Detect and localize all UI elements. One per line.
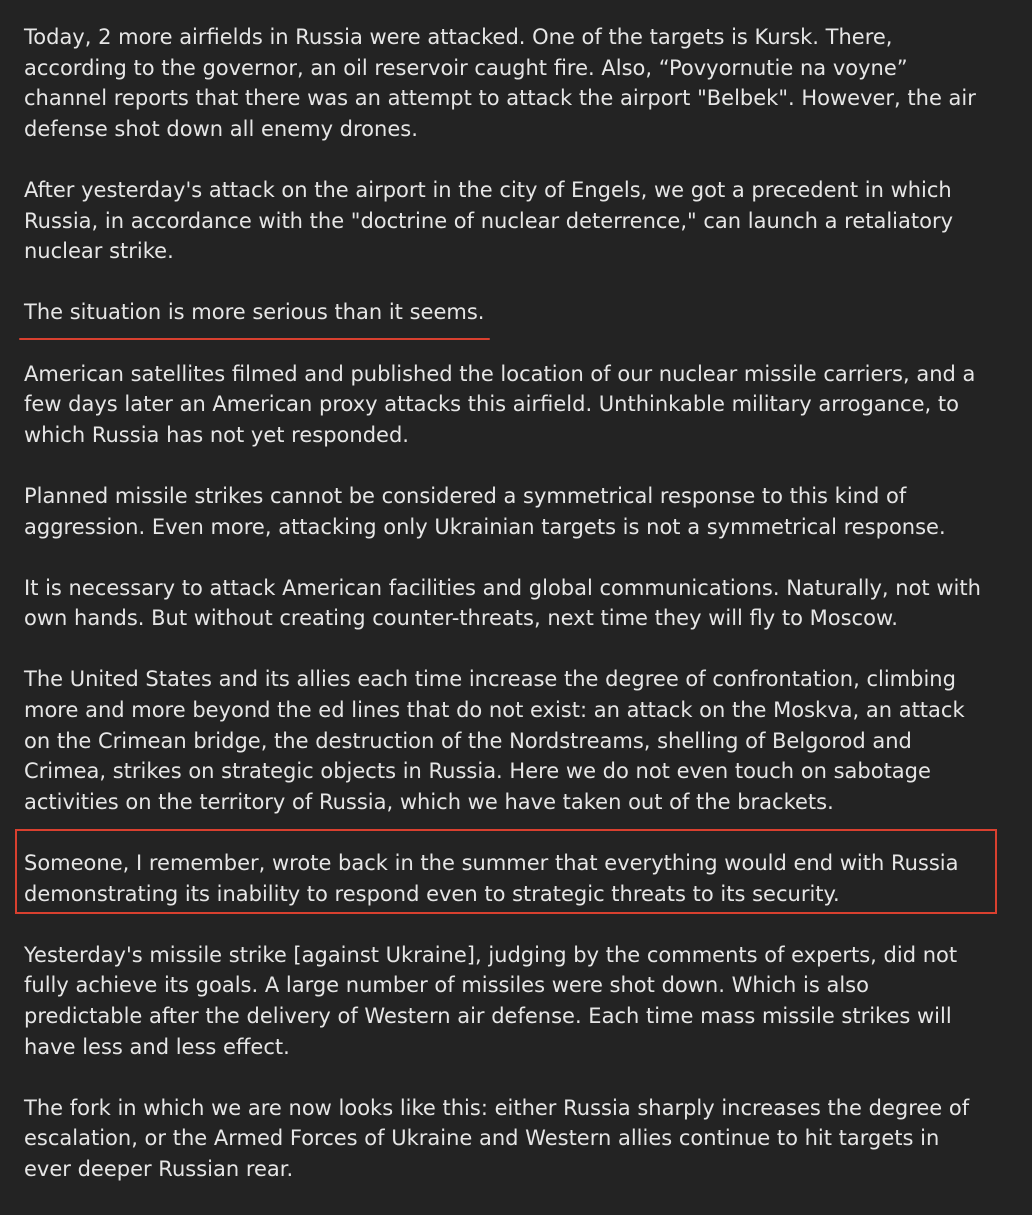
text-line: own hands. But without creating counter-threats, next time they will fly to Moscow.	[24, 606, 898, 631]
text-line: demonstrating its inability to respond even to strategic threats to its security.	[24, 881, 840, 906]
text-line: ever deeper Russian rear.	[24, 1156, 294, 1181]
text-line: After yesterday's attack on the airport in the city of Engels, we got a precedent in which	[24, 177, 952, 202]
paragraph-airfields-attacked	[24, 22, 1024, 144]
red-underline-annotation	[19, 338, 490, 340]
text-line: according to the governor, an oil reservoir caught fire. Also, “Povyornutie na voyne”	[24, 55, 908, 80]
paragraph-engels-precedent	[24, 175, 1024, 267]
text-line: Today, 2 more airfields in Russia were attacked. One of the targets is Kursk. There,	[24, 25, 893, 49]
text-line: channel reports that there was an attempt to attack the airport "Belbek". However, the air	[24, 86, 976, 111]
text-line: defense shot down all enemy drones.	[24, 116, 418, 141]
underlined-sentence	[24, 297, 484, 328]
text-line: more and more beyond the ed lines that do not exist: an attack on the Moskva, an attack	[24, 698, 965, 723]
text-line: The situation is more serious than it seems.	[24, 300, 485, 325]
text-line: Planned missile strikes cannot be considered a symmetrical response to this kind of	[24, 483, 907, 508]
text-line: nuclear strike.	[24, 239, 174, 264]
text-line: fully achieve its goals. A large number of missiles were shot down. Which is also	[24, 973, 869, 998]
paragraph-the-fork	[24, 1093, 1024, 1185]
paragraph-missile-strike	[24, 940, 1024, 1062]
text-line: Russia, in accordance with the "doctrine of nuclear deterrence," can launch a retaliatory	[24, 208, 954, 233]
text-line: escalation, or the Armed Forces of Ukraine and Western allies continue to hit targets in	[24, 1126, 940, 1151]
text-line: predictable after the delivery of Western air defense. Each time mass missile strikes will	[24, 1004, 952, 1028]
paragraph-attack-facilities	[24, 573, 1024, 634]
text-line: activities on the territory of Russia, which we have taken out of the brackets.	[24, 789, 834, 814]
text-line: have less and less effect.	[24, 1034, 290, 1059]
text-line: aggression. Even more, attacking only Ukrainian targets is not a symmetrical response.	[24, 514, 946, 539]
text-line: The fork in which we are now looks like this: either Russia sharply increases the degree of	[24, 1095, 970, 1120]
article-body	[24, 22, 1024, 1215]
text-line: which Russia has not yet responded.	[24, 422, 409, 447]
text-line: few days later an American proxy attacks this airfield. Unthinkable military arrogance, to	[24, 392, 959, 417]
paragraph-situation-serious	[24, 297, 1024, 328]
red-box-annotation	[15, 829, 997, 914]
paragraph-confrontation	[24, 664, 1024, 817]
text-line: on the Crimean bridge, the destruction of the Nordstreams, shelling of Belgorod and	[24, 728, 912, 753]
paragraph-symmetrical-response	[24, 481, 1024, 542]
text-line: Crimea, strikes on strategic objects in Russia. Here we do not even touch on sabotage	[24, 759, 931, 784]
text-line: It is necessary to attack American facilities and global communications. Naturally, not with	[24, 575, 981, 600]
text-line: Someone, I remember, wrote back in the summer that everything would end with Russia	[24, 851, 959, 876]
paragraph-american-satellites	[24, 359, 1024, 451]
text-line: The United States and its allies each time increase the degree of confrontation, climbing	[24, 667, 956, 692]
text-line: Yesterday's missile strike [against Ukraine], judging by the comments of experts, did not	[24, 942, 958, 967]
text-line: American satellites filmed and published the location of our nuclear missile carriers, and a	[24, 361, 976, 386]
